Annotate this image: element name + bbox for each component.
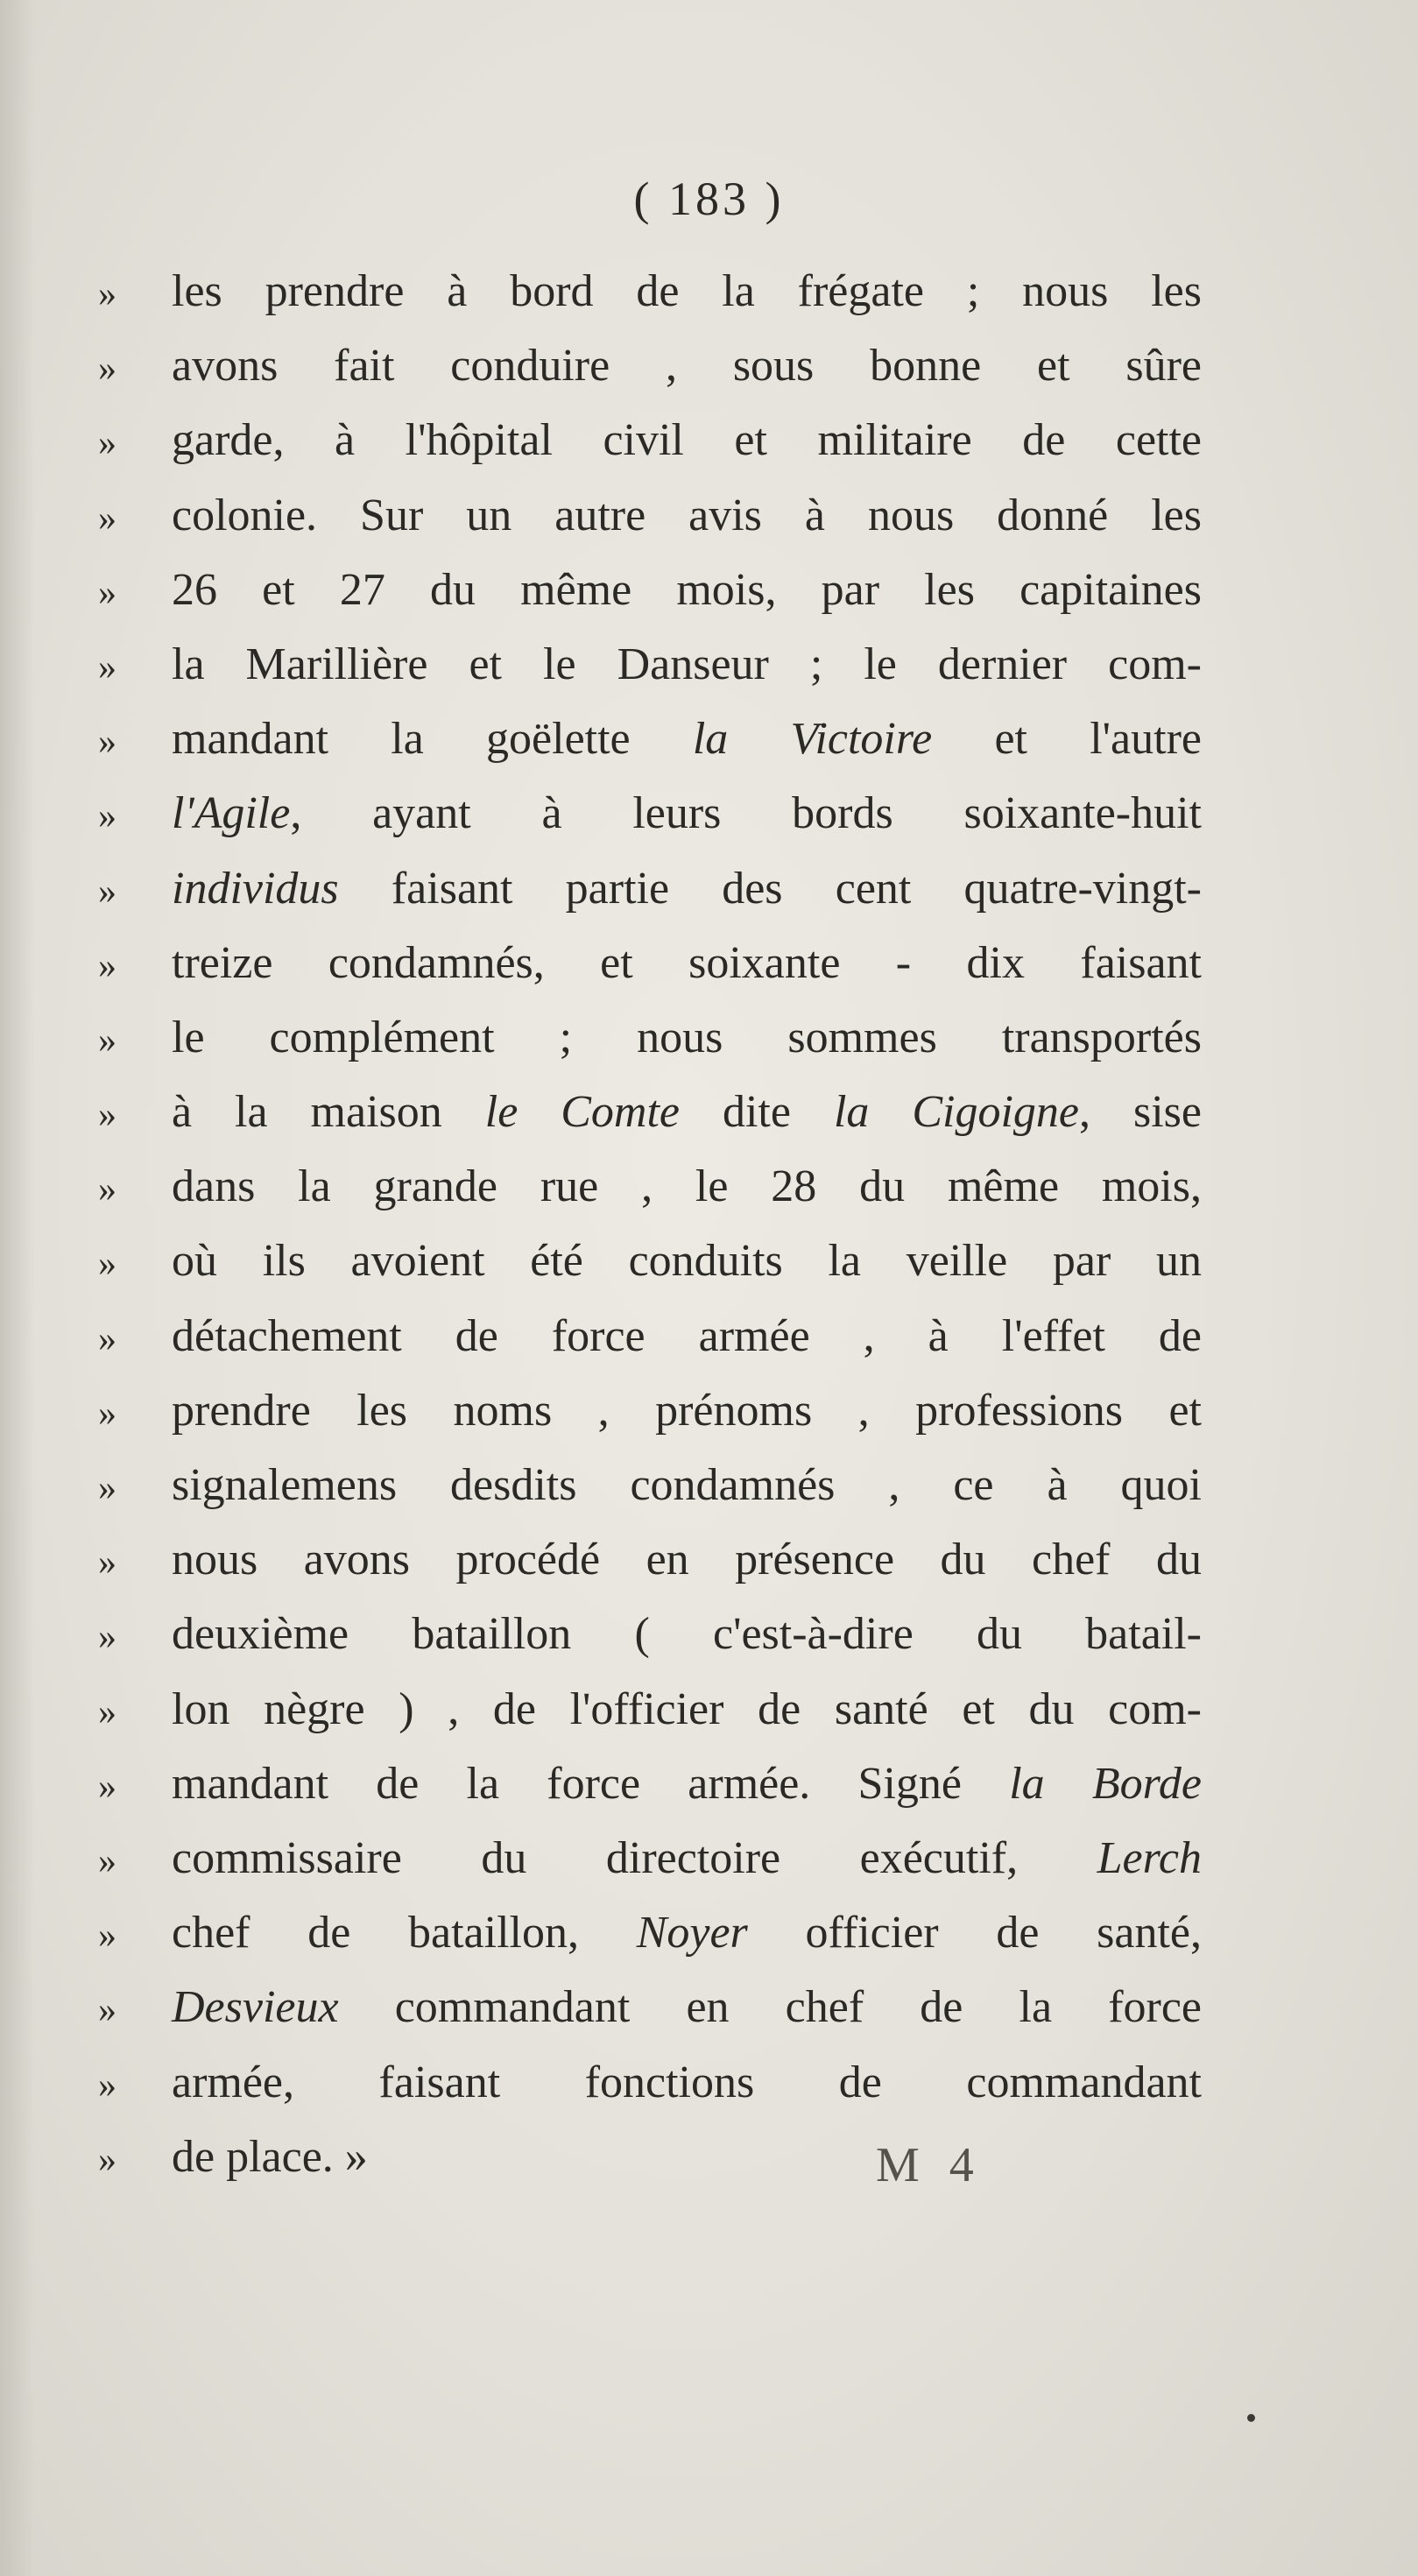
quotation-mark: » xyxy=(98,945,116,986)
ink-spot xyxy=(1247,2414,1255,2422)
line-text xyxy=(172,403,1202,477)
text-line xyxy=(98,1000,1202,1075)
text-line xyxy=(98,1747,1202,1821)
text-segment: , ayant à leurs bords soixante-huit xyxy=(290,788,1202,839)
italic-text: l'Agile xyxy=(172,788,291,839)
quotation-mark: » xyxy=(98,1542,116,1584)
quotation-mark: » xyxy=(98,1393,116,1434)
line-text xyxy=(172,2120,1202,2194)
quotation-mark: » xyxy=(98,1691,116,1733)
text-line xyxy=(98,1597,1202,1671)
line-text xyxy=(172,1747,1202,1821)
quotation-mark: » xyxy=(98,1468,116,1508)
italic-text: Desvieux xyxy=(172,1982,339,2033)
text-segment: armée, faisant fonctions de commandant xyxy=(172,2057,1202,2107)
text-segment: lon nègre ) , de l'officier de santé et du com- xyxy=(172,1683,1202,1734)
text-segment: le complément ; nous sommes transportés xyxy=(172,1012,1202,1062)
line-text xyxy=(172,851,1202,926)
text-line xyxy=(98,1970,1202,2044)
quotation-mark: » xyxy=(98,646,116,688)
text-segment: signalemens desdits condamnés , ce à quoi xyxy=(172,1460,1202,1510)
text-line xyxy=(98,1299,1202,1373)
text-segment: officier de santé, xyxy=(747,1908,1202,1958)
text-line xyxy=(98,1448,1202,1522)
italic-text: le Comte xyxy=(484,1087,681,1138)
text-line xyxy=(98,1522,1202,1597)
line-text xyxy=(172,702,1202,776)
quotation-mark: » xyxy=(98,2139,116,2180)
quotation-mark: » xyxy=(98,1244,116,1285)
quotation-mark: » xyxy=(98,1095,116,1136)
text-segment: nous avons procédé en présence du chef du xyxy=(172,1535,1202,1585)
text-line xyxy=(98,851,1202,926)
quotation-mark: » xyxy=(98,871,116,912)
text-segment: mandant la goëlette xyxy=(172,714,693,765)
signature-mark: M 4 xyxy=(876,2138,983,2192)
italic-text: la Victoire xyxy=(692,714,933,765)
text-segment: , sise xyxy=(1079,1087,1202,1138)
text-segment: mandant de la force armée. Signé xyxy=(172,1758,1010,1809)
text-line xyxy=(98,1373,1202,1448)
text-segment: et l'autre xyxy=(932,714,1202,765)
quotation-mark: » xyxy=(98,572,116,613)
italic-text: la Borde xyxy=(1009,1758,1202,1809)
italic-text: la Cigoigne xyxy=(833,1087,1080,1138)
text-line xyxy=(98,2120,1202,2194)
body-text-block xyxy=(98,254,1202,2194)
text-segment: les prendre à bord de la frégate ; nous les xyxy=(172,266,1202,316)
line-text xyxy=(172,1522,1202,1597)
quotation-mark: » xyxy=(98,349,116,390)
text-segment: détachement de force armée , à l'effet de xyxy=(172,1310,1202,1361)
text-line xyxy=(98,1895,1202,1970)
line-text xyxy=(172,1000,1202,1075)
text-segment: garde, à l'hôpital civil et militaire de cette xyxy=(172,415,1202,466)
text-line xyxy=(98,776,1202,850)
text-line xyxy=(98,1075,1202,1149)
text-line xyxy=(98,328,1202,403)
line-text xyxy=(172,2045,1202,2120)
text-segment: faisant partie des cent quatre-vingt- xyxy=(338,863,1202,914)
line-text xyxy=(172,478,1202,553)
italic-text: Lerch xyxy=(1097,1832,1202,1883)
line-text xyxy=(172,1224,1202,1298)
text-line xyxy=(98,1821,1202,1895)
text-segment: colonie. Sur un autre avis à nous donné les xyxy=(172,490,1202,540)
text-segment: dite xyxy=(680,1087,834,1138)
text-line xyxy=(98,553,1202,627)
quotation-mark: » xyxy=(98,1766,116,1807)
quotation-mark: » xyxy=(98,498,116,539)
quotation-mark: » xyxy=(98,274,116,314)
line-text xyxy=(172,1373,1202,1448)
page-edge-shadow xyxy=(0,0,35,2576)
line-text xyxy=(172,1821,1202,1895)
line-text xyxy=(172,553,1202,627)
line-text xyxy=(172,1895,1202,1970)
quotation-mark: » xyxy=(98,796,116,837)
quotation-mark: » xyxy=(98,2064,116,2106)
line-text xyxy=(172,627,1202,702)
text-line xyxy=(98,254,1202,328)
text-segment: deuxième bataillon ( c'est-à-dire du batail- xyxy=(172,1609,1202,1660)
text-segment: prendre les noms , prénoms , professions et xyxy=(172,1385,1202,1436)
text-segment: où ils avoient été conduits la veille par un xyxy=(172,1236,1202,1287)
text-segment: treize condamnés, et soixante - dix faisant xyxy=(172,937,1202,988)
line-text xyxy=(172,1149,1202,1224)
line-text xyxy=(172,1299,1202,1373)
text-segment: commissaire du directoire exécutif, xyxy=(172,1832,1097,1883)
line-text xyxy=(172,254,1202,328)
text-segment: commandant en chef de la force xyxy=(338,1982,1202,2033)
text-line xyxy=(98,926,1202,1000)
italic-text: Noyer xyxy=(636,1908,748,1958)
line-text xyxy=(172,1672,1202,1747)
text-line xyxy=(98,478,1202,553)
text-line xyxy=(98,627,1202,702)
text-segment: avons fait conduire , sous bonne et sûre xyxy=(172,341,1202,392)
quotation-mark: » xyxy=(98,1169,116,1210)
quotation-mark: » xyxy=(98,1990,116,2031)
line-text xyxy=(172,1597,1202,1671)
line-text xyxy=(172,1075,1202,1149)
text-segment: la Marillière et le Danseur ; le dernier com- xyxy=(172,639,1202,689)
quotation-mark: » xyxy=(98,1617,116,1658)
text-line xyxy=(98,1672,1202,1747)
quotation-mark: » xyxy=(98,1318,116,1359)
text-line xyxy=(98,2045,1202,2120)
line-text xyxy=(172,1448,1202,1522)
quotation-mark: » xyxy=(98,722,116,763)
text-segment: 26 et 27 du même mois, par les capitaines xyxy=(172,564,1202,615)
text-line xyxy=(98,1224,1202,1298)
text-segment: dans la grande rue , le 28 du même mois, xyxy=(172,1161,1202,1212)
quotation-mark: » xyxy=(98,423,116,464)
line-text xyxy=(172,1970,1202,2044)
line-text xyxy=(172,328,1202,403)
text-segment: à la maison xyxy=(172,1087,485,1138)
page-number-header: ( 183 ) xyxy=(633,173,785,225)
text-line xyxy=(98,702,1202,776)
italic-text: individus xyxy=(172,863,339,914)
line-text xyxy=(172,776,1202,850)
text-line xyxy=(98,403,1202,477)
quotation-mark: » xyxy=(98,1916,116,1957)
line-text xyxy=(172,926,1202,1000)
text-line xyxy=(98,1149,1202,1224)
text-segment: chef de bataillon, xyxy=(172,1908,637,1958)
text-segment: de place. » xyxy=(172,2131,368,2182)
quotation-mark: » xyxy=(98,1020,116,1061)
quotation-mark: » xyxy=(98,1840,116,1881)
